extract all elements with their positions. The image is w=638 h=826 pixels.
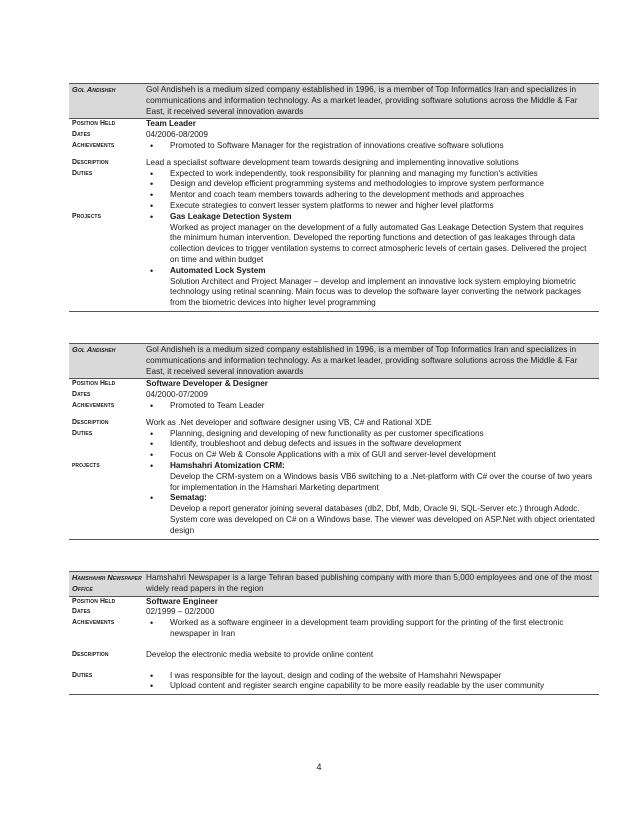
- description-row: [69, 650, 599, 661]
- duty-item: • Design and develop efficient programming systems and methodologies to improve system performance: [146, 179, 595, 190]
- job-details: [69, 119, 599, 312]
- achievement-item: • Worked as a software engineer in a development team providing support for the printing of the first electronic newspaper in Iran: [146, 618, 595, 640]
- description-label: Description: [72, 418, 109, 426]
- duties-label: Duties: [72, 429, 93, 437]
- projects-row: [69, 461, 599, 537]
- description-label: Description: [72, 650, 109, 658]
- project-title: • Automated Lock System: [170, 265, 266, 275]
- project-item: [146, 493, 595, 536]
- project-item: [146, 266, 595, 309]
- dates-value: 04/2006-08/2009: [146, 130, 208, 140]
- org-name: Hamshahri Newspaper Office: [72, 573, 142, 593]
- position-row: [69, 119, 599, 130]
- job-details: [69, 379, 599, 539]
- position-label: Position Held: [72, 120, 116, 128]
- duty-item: • Upload content and register search engine capability to be more easily readable by the user community: [146, 681, 595, 692]
- position-label: Position Held: [72, 380, 116, 388]
- duty-item: • Mentor and coach team members towards adhering to the development methods and approaches: [146, 190, 595, 201]
- project-description: Worked as project manager on the development of a fully automated Gas Leakage Detection System that requires the minimum human intervention. Developed the reporting functions and detection of gas leakages through data collection devices to trigger ventilation systems to correct atmospheric levels of certain gases. Delivered the project on time and within budget: [170, 222, 587, 264]
- project-description: Develop the CRM-system on a Windows basis VB6 switching to a .Net-platform with C# over the course of two years for implementation in the Hamshari Marketing department: [170, 471, 593, 492]
- org-description: Gol Andisheh is a medium sized company established in 1996, is a member of Top Informatics Iran and specializes in communications and information technology. As a market leader, providing software solutions across the Middle & Far East, it received several innovation awards: [146, 85, 578, 116]
- description-value: Lead a specialist software development team towards designing and implementing innovative solutions: [146, 157, 519, 167]
- description-value: Work as .Net developer and software designer using VB, C# and Rational XDE: [146, 417, 432, 427]
- duty-item: • I was responsible for the layout, design and coding of the website of Hamshahri Newspaper: [146, 671, 595, 682]
- project-title: • Sematag:: [170, 493, 207, 503]
- duty-item: • Execute strategies to convert lesser system platforms to newer and higher level platforms: [146, 201, 595, 212]
- achievements-label: Achievements: [72, 141, 115, 149]
- achievements-label: Achievements: [72, 619, 115, 627]
- org-name: Gol Andisheh: [72, 85, 116, 94]
- achievement-item: • Promoted to Software Manager for the registration of innovations creative software solutions: [146, 141, 595, 152]
- duty-item: • Planning, designing and developing of new functionality as per customer specifications: [146, 429, 595, 440]
- project-description: Solution Architect and Project Manager – develop and implement an innovative lock system employing biometric technology using retinal scanning. Main focus was to develop the software layer converting the network packages from the biometric devices into higher level programming: [170, 276, 581, 308]
- duty-item: • Focus on C# Web & Console Applications with a mix of GUI and server-level development: [146, 450, 595, 461]
- dates-value: 04/2000-07/2009: [146, 390, 208, 400]
- position-value: Team Leader: [146, 119, 196, 129]
- duty-item: • Expected to work independently, took responsibility for planning and managing my function's activities: [146, 169, 595, 180]
- description-label: Description: [72, 158, 109, 166]
- projects-label: projects: [72, 461, 100, 469]
- duties-row: [69, 671, 599, 693]
- job-entry-2: [69, 343, 599, 540]
- position-value: Software Developer & Designer: [146, 379, 268, 389]
- org-description: Hamshahri Newspaper is a large Tehran based publishing company with more than 5,000 employees and one of the most widely read papers in the region: [146, 573, 593, 593]
- dates-row: [69, 607, 599, 618]
- description-row: [69, 418, 599, 429]
- duties-row: [69, 429, 599, 461]
- position-row: [69, 597, 599, 608]
- description-value: Develop the electronic media website to provide online content: [146, 649, 374, 659]
- project-description: Develop a report generator joining several databases (db2, Dbf, Mdb, Oracle 9i, SQL-Server etc.) through Adodc. System core was developed on C# on a Windows base. The viewer was developed on ASP.Net with object orientated design: [170, 504, 595, 535]
- org-header: [69, 83, 599, 119]
- dates-label: Dates: [72, 391, 91, 399]
- projects-row: [69, 212, 599, 309]
- dates-value: 02/1999 – 02/2000: [146, 607, 215, 617]
- achievement-item: • Promoted to Team Leader: [146, 401, 595, 412]
- position-label: Position Held: [72, 597, 116, 605]
- duties-label: Duties: [72, 169, 93, 177]
- org-header: [69, 571, 599, 597]
- project-title: • Hamshahri Atomization CRM:: [170, 460, 285, 470]
- duties-label: Duties: [72, 671, 93, 679]
- dates-label: Dates: [72, 131, 91, 139]
- projects-label: Projects: [72, 212, 102, 220]
- position-value: Software Engineer: [146, 596, 218, 606]
- job-entry-3: [69, 571, 599, 695]
- project-item: [146, 461, 595, 493]
- org-header: [69, 343, 599, 379]
- description-row: [69, 158, 599, 169]
- org-description: Gol Andisheh is a medium sized company established in 1996, is a member of Top Informatics Iran and specializes in communications and information technology. As a market leader, providing software solutions across the Middle & Far East, it received several innovation awards: [146, 345, 578, 376]
- page-number: 4: [316, 762, 322, 772]
- achievements-label: Achievements: [72, 401, 115, 409]
- dates-label: Dates: [72, 608, 91, 616]
- job-entry-1: [69, 83, 599, 312]
- project-item: [146, 212, 595, 266]
- duties-row: [69, 169, 599, 212]
- dates-row: [69, 390, 599, 401]
- duty-item: • Identify, troubleshoot and debug defects and issues in the software development: [146, 439, 595, 450]
- achievements-row: [69, 618, 599, 640]
- org-name: Gol Andisheh: [72, 345, 116, 354]
- project-title: • Gas Leakage Detection System: [170, 211, 292, 221]
- position-row: [69, 379, 599, 390]
- dates-row: [69, 130, 599, 141]
- job-details: [69, 597, 599, 696]
- achievements-row: [69, 401, 599, 412]
- achievements-row: [69, 141, 599, 152]
